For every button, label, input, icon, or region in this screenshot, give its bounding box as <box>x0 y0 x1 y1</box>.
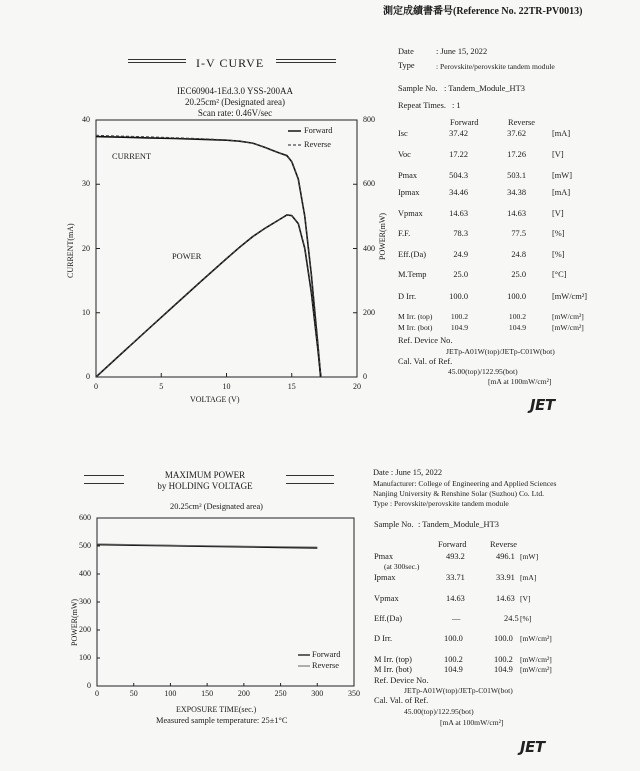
iv-row-name: M Irr. (bot) <box>398 323 433 332</box>
iv-power-label: POWER <box>172 252 202 261</box>
mp-mtop-unit: [mW/cm²] <box>520 655 552 664</box>
iv-row-fwd: 14.63 <box>449 209 468 218</box>
mp-vpmax-fwd: 14.63 <box>446 594 465 603</box>
mp-dirr-rev: 100.0 <box>494 634 513 643</box>
iv-row-name: M Irr. (top) <box>398 312 433 321</box>
mp-dirr-label: D Irr. <box>374 634 393 643</box>
jet-logo-top: JET <box>530 396 555 414</box>
mp-xtick-label: 50 <box>129 689 138 698</box>
mp-xtick-label: 350 <box>348 689 360 698</box>
iv-row-rev: 17.26 <box>507 150 526 159</box>
iv-row-fwd: 37.42 <box>449 129 468 138</box>
iv-type-label: Type <box>398 61 415 70</box>
mp-ytick-label: 0 <box>87 681 91 690</box>
iv-xtick-label: 5 <box>159 382 164 391</box>
iv-row-name: Eff.(Da) <box>398 250 426 259</box>
iv-row-name: Voc <box>398 150 411 159</box>
mp-eff-fwd: — <box>452 614 461 623</box>
iv-col-reverse: Reverse <box>508 118 535 127</box>
mp-mbot-fwd: 104.9 <box>444 665 463 674</box>
mp-legend-forward: Forward <box>312 650 341 659</box>
mp-ref-device-label: Ref. Device No. <box>374 676 429 685</box>
iv-row-rev: 14.63 <box>507 209 526 218</box>
mp-mtop-fwd: 100.2 <box>444 655 463 664</box>
iv-row-name: M.Temp <box>398 270 427 279</box>
iv-ref-device: JETp-A01W(top)/JETp-C01W(bot) <box>446 347 555 356</box>
mp-ipmax-unit: [mA] <box>520 573 537 582</box>
iv-current-label: CURRENT <box>112 152 152 161</box>
mp-ipmax-fwd: 33.71 <box>446 573 465 582</box>
iv-ytick-right-label: 400 <box>363 243 375 253</box>
iv-row-fwd: 34.46 <box>449 188 468 197</box>
mp-ytick-label: 300 <box>79 597 91 606</box>
mp-vpmax-rev: 14.63 <box>496 594 515 603</box>
iv-sample-label: Sample No. <box>398 84 438 93</box>
iv-repeat: : 1 <box>452 101 461 110</box>
iv-ytick-left-label: 20 <box>82 243 90 253</box>
mp-cal-value: 45.00(top)/122.95(bot) <box>404 707 474 716</box>
iv-row-name: Ipmax <box>398 188 420 197</box>
mp-pmax-fwd: 493.2 <box>446 552 465 561</box>
mp-xtick-label: 250 <box>274 689 287 698</box>
iv-row-unit: [%] <box>552 229 565 238</box>
mp-sample-label: Sample No. <box>374 520 414 529</box>
mp-eff-label: Eff.(Da) <box>374 614 402 623</box>
mp-mbot-rev: 104.9 <box>494 665 513 674</box>
iv-xtick-label: 0 <box>94 382 98 391</box>
mp-ylabel-text: POWER(mW) <box>70 598 79 646</box>
mp-dirr-unit: [mW/cm²] <box>520 634 552 643</box>
iv-ytick-left-label: 0 <box>86 372 90 381</box>
iv-xlabel: VOLTAGE (V) <box>190 395 240 404</box>
iv-row-rev: 100.0 <box>507 292 526 301</box>
iv-row-unit: [mW] <box>552 171 572 180</box>
iv-scan-rate: Scan rate: 0.46V/sec <box>197 108 273 118</box>
iv-row-fwd: 17.22 <box>449 150 468 159</box>
mp-ytick-label: 600 <box>79 513 91 522</box>
iv-row-unit: [%] <box>552 250 565 259</box>
mp-date: Date : June 15, 2022 <box>373 468 443 477</box>
iv-row-rev: 34.38 <box>507 188 526 197</box>
iv-row-rev: 24.8 <box>511 250 526 259</box>
mp-area: 20.25cm² (Designated area) <box>170 502 263 511</box>
mp-pmax-unit: [mW] <box>520 552 539 561</box>
iv-standard: IEC60904-1Ed.3.0 YSS-200AA <box>177 86 293 96</box>
iv-ytick-left-label: 30 <box>82 179 90 189</box>
mp-ytick-label: 100 <box>79 653 91 662</box>
mp-pmax-label: Pmax <box>374 552 394 561</box>
iv-legend-forward: Forward <box>304 126 333 135</box>
mp-ytick-label: 400 <box>79 569 91 578</box>
mp-cal-label: Cal. Val. of Ref. <box>374 696 429 705</box>
iv-row-unit: [mW/cm²] <box>552 292 588 301</box>
iv-row-unit: [°C] <box>552 270 567 279</box>
iv-legend-reverse: Reverse <box>304 140 331 149</box>
mp-ipmax-rev: 33.91 <box>496 573 515 582</box>
mp-title-line2: by HOLDING VOLTAGE <box>157 481 253 491</box>
iv-chart-title: I-V CURVE <box>196 56 265 70</box>
iv-row-unit: [mW/cm²] <box>552 323 584 332</box>
mp-col-forward: Forward <box>438 540 467 549</box>
iv-row-name: Isc <box>398 129 408 138</box>
iv-row-fwd: 104.9 <box>450 323 468 332</box>
mp-cal-unit: [mA at 100mW/cm²] <box>440 718 504 727</box>
iv-cal-label: Cal. Val. of Ref. <box>398 357 453 366</box>
mp-ytick-label: 200 <box>79 625 91 634</box>
iv-ylabel-right-text: POWER(mW) <box>378 212 387 260</box>
iv-row-rev: 100.2 <box>508 312 526 321</box>
iv-col-forward: Forward <box>450 118 479 127</box>
iv-row-unit: [V] <box>552 150 564 159</box>
mp-manufacturer-1: Manufacturer: College of Engineering and Applied Sciences <box>373 479 557 488</box>
iv-row-rev: 37.62 <box>507 129 526 138</box>
iv-area: 20.25cm² (Designated area) <box>185 97 285 107</box>
mp-ref-device: JETp-A01W(top)/JETp-C01W(bot) <box>404 686 513 695</box>
mp-xtick-label: 150 <box>201 689 214 698</box>
mp-eff-unit: [%] <box>520 614 532 623</box>
iv-row-unit: [V] <box>552 209 564 218</box>
iv-date: : June 15, 2022 <box>436 47 488 56</box>
mp-vpmax-unit: [V] <box>520 594 531 603</box>
mp-mtop-rev: 100.2 <box>494 655 513 664</box>
mp-xtick-label: 100 <box>164 689 177 698</box>
mp-xlabel: EXPOSURE TIME(sec.) <box>176 705 257 714</box>
mp-dirr-fwd: 100.0 <box>444 634 463 643</box>
iv-ytick-right-label: 800 <box>363 115 375 124</box>
mp-xtick-label: 200 <box>237 689 250 698</box>
mp-ytick-label: 500 <box>79 541 91 550</box>
mp-ipmax-label: Ipmax <box>374 573 396 582</box>
jet-logo-bottom: JET <box>520 738 545 756</box>
iv-xtick-label: 20 <box>353 382 361 391</box>
iv-xtick-label: 10 <box>222 382 231 391</box>
iv-ytick-left-label: 40 <box>82 115 90 124</box>
iv-row-rev: 25.0 <box>511 270 526 279</box>
iv-row-unit: [mA] <box>552 129 571 138</box>
mp-col-reverse: Reverse <box>490 540 517 549</box>
iv-row-fwd: 100.2 <box>450 312 468 321</box>
mp-xtick-label: 0 <box>95 689 99 698</box>
iv-cal-unit: [mA at 100mW/cm²] <box>488 377 552 386</box>
iv-ytick-right-label: 200 <box>363 307 375 317</box>
reference-number: 測定成績書番号(Reference No. 22TR-PV0013) <box>383 6 583 17</box>
iv-row-rev: 77.5 <box>511 229 526 238</box>
mp-eff-rev: 24.5 <box>504 614 519 623</box>
iv-row-rev: 503.1 <box>507 171 526 180</box>
mp-xtick-label: 300 <box>311 689 324 698</box>
iv-ytick-left-label: 10 <box>82 307 90 317</box>
iv-row-name: Vpmax <box>398 209 423 218</box>
iv-sample: : Tandem_Module_HT3 <box>444 84 525 93</box>
iv-row-fwd: 504.3 <box>449 171 468 180</box>
iv-xtick-label: 15 <box>287 382 296 391</box>
iv-row-unit: [mW/cm²] <box>552 312 584 321</box>
iv-row-rev: 104.9 <box>508 323 526 332</box>
iv-row-fwd: 100.0 <box>449 292 468 301</box>
mp-mtop-label: M Irr. (top) <box>374 655 412 664</box>
mp-vpmax-label: Vpmax <box>374 594 399 603</box>
mp-temp-note: Measured sample temperature: 25±1°C <box>156 716 288 725</box>
iv-repeat-label: Repeat Times. <box>398 101 446 110</box>
iv-row-fwd: 24.9 <box>453 250 468 259</box>
iv-row-fwd: 78.3 <box>453 229 468 238</box>
mp-mbot-unit: [mW/cm²] <box>520 665 552 674</box>
iv-ref-device-label: Ref. Device No. <box>398 336 453 345</box>
iv-row-name: D Irr. <box>398 292 417 301</box>
iv-date-label: Date <box>398 47 414 56</box>
iv-ytick-right-label: 600 <box>363 179 375 189</box>
iv-row-unit: [mA] <box>552 188 571 197</box>
mp-legend-reverse: Reverse <box>312 661 339 670</box>
mp-type: Type : Perovskite/perovskite tandem module <box>373 499 509 508</box>
iv-cal-value: 45.00(top)/122.95(bot) <box>448 367 518 376</box>
iv-row-name: Pmax <box>398 171 418 180</box>
mp-sample: : Tandem_Module_HT3 <box>418 520 499 529</box>
iv-ylabel-left-text: CURRENT(mA) <box>66 223 75 278</box>
iv-row-name: F.F. <box>398 229 411 238</box>
mp-title-line1: MAXIMUM POWER <box>164 470 246 480</box>
iv-type: : Perovskite/perovskite tandem module <box>436 62 555 71</box>
mp-manufacturer-2: Nanjing University & Renshine Solar (Suzhou) Co. Ltd. <box>373 489 545 498</box>
iv-row-fwd: 25.0 <box>453 270 468 279</box>
mp-mbot-label: M Irr. (bot) <box>374 665 412 674</box>
mp-pmax-rev: 496.1 <box>496 552 515 561</box>
iv-ytick-right-label: 0 <box>363 372 367 381</box>
mp-pmax-sub: (at 300sec.) <box>384 562 420 571</box>
